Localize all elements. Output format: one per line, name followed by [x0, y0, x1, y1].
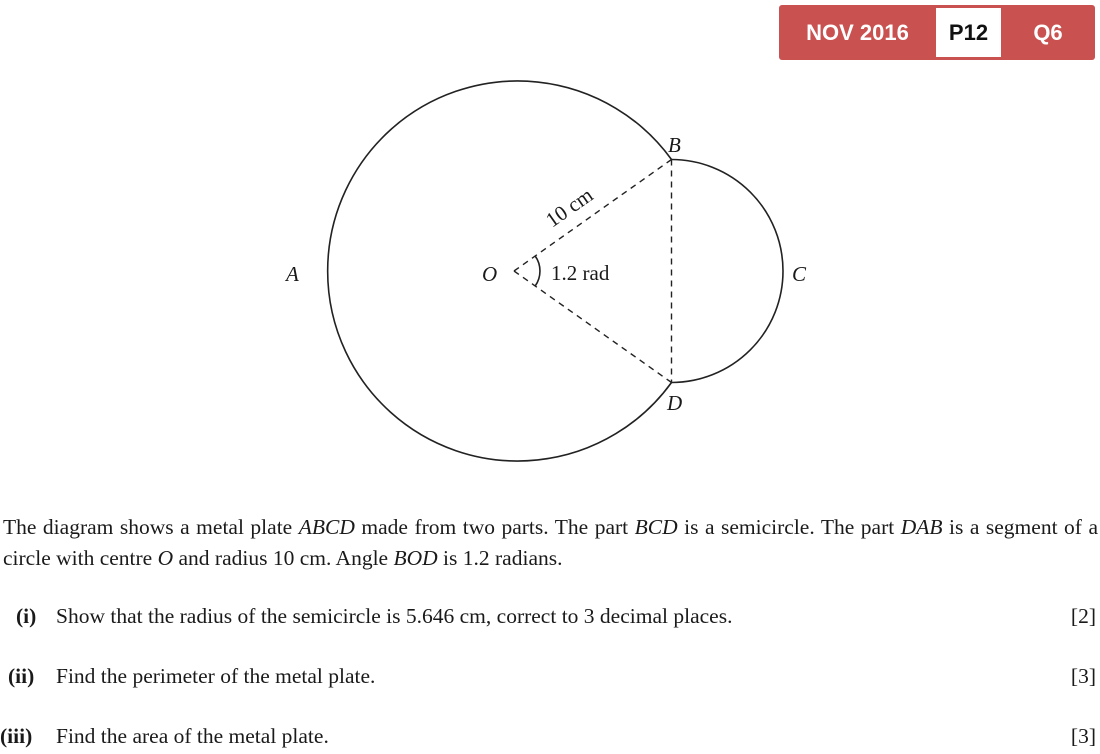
label-c: C: [792, 262, 807, 286]
intro-text: is 1.2 radians.: [437, 546, 563, 570]
question-number: (ii): [8, 664, 35, 688]
question-marks: [2]: [1070, 604, 1096, 628]
label-d: D: [667, 391, 683, 415]
intro-text: and radius 10 cm. Angle: [173, 546, 394, 570]
question-marks: [3]: [1070, 664, 1096, 688]
major-arc-dab: [328, 81, 672, 461]
question-part-ii: [0, 664, 1098, 694]
question-part-i: [0, 604, 1098, 634]
intro-semicircle-name: BCD: [634, 515, 678, 539]
question-text: Show that the radius of the semicircle is 5.646 cm, correct to 3 decimal places.: [56, 604, 733, 628]
label-o: O: [482, 262, 498, 286]
intro-segment-name: DAB: [900, 515, 943, 539]
question-text: Find the perimeter of the metal plate.: [56, 664, 376, 688]
paper-number-label: P12: [936, 8, 1001, 57]
radius-od-dashed: [514, 271, 672, 383]
question-marks: [3]: [1070, 724, 1096, 748]
question-number: (i): [16, 604, 37, 628]
question-number-label: Q6: [1033, 19, 1063, 45]
angle-size-label: 1.2 rad: [551, 261, 610, 285]
intro-angle-name: BOD: [393, 546, 438, 570]
intro-text: made from two parts. The part: [354, 515, 635, 539]
question-intro: [3, 512, 1098, 574]
exam-session-label: NOV 2016: [806, 19, 909, 45]
label-a: A: [286, 262, 299, 286]
intro-text: is a segment of a circle with centre: [3, 515, 1098, 570]
intro-centre-name: O: [157, 546, 174, 570]
question-part-iii: [0, 724, 1098, 754]
intro-plate-name: ABCD: [298, 515, 355, 539]
angle-arc-bod: [535, 256, 540, 286]
radius-length-label: 10 cm: [541, 182, 598, 233]
semicircle-bcd: [672, 160, 784, 383]
intro-text: is a semicircle. The part: [677, 515, 901, 539]
label-b: B: [668, 133, 681, 157]
intro-text: The diagram shows a metal plate: [3, 515, 299, 539]
question-number: (iii): [0, 724, 33, 748]
radius-ob-dashed: [514, 160, 672, 272]
question-text: Find the area of the metal plate.: [56, 724, 329, 748]
